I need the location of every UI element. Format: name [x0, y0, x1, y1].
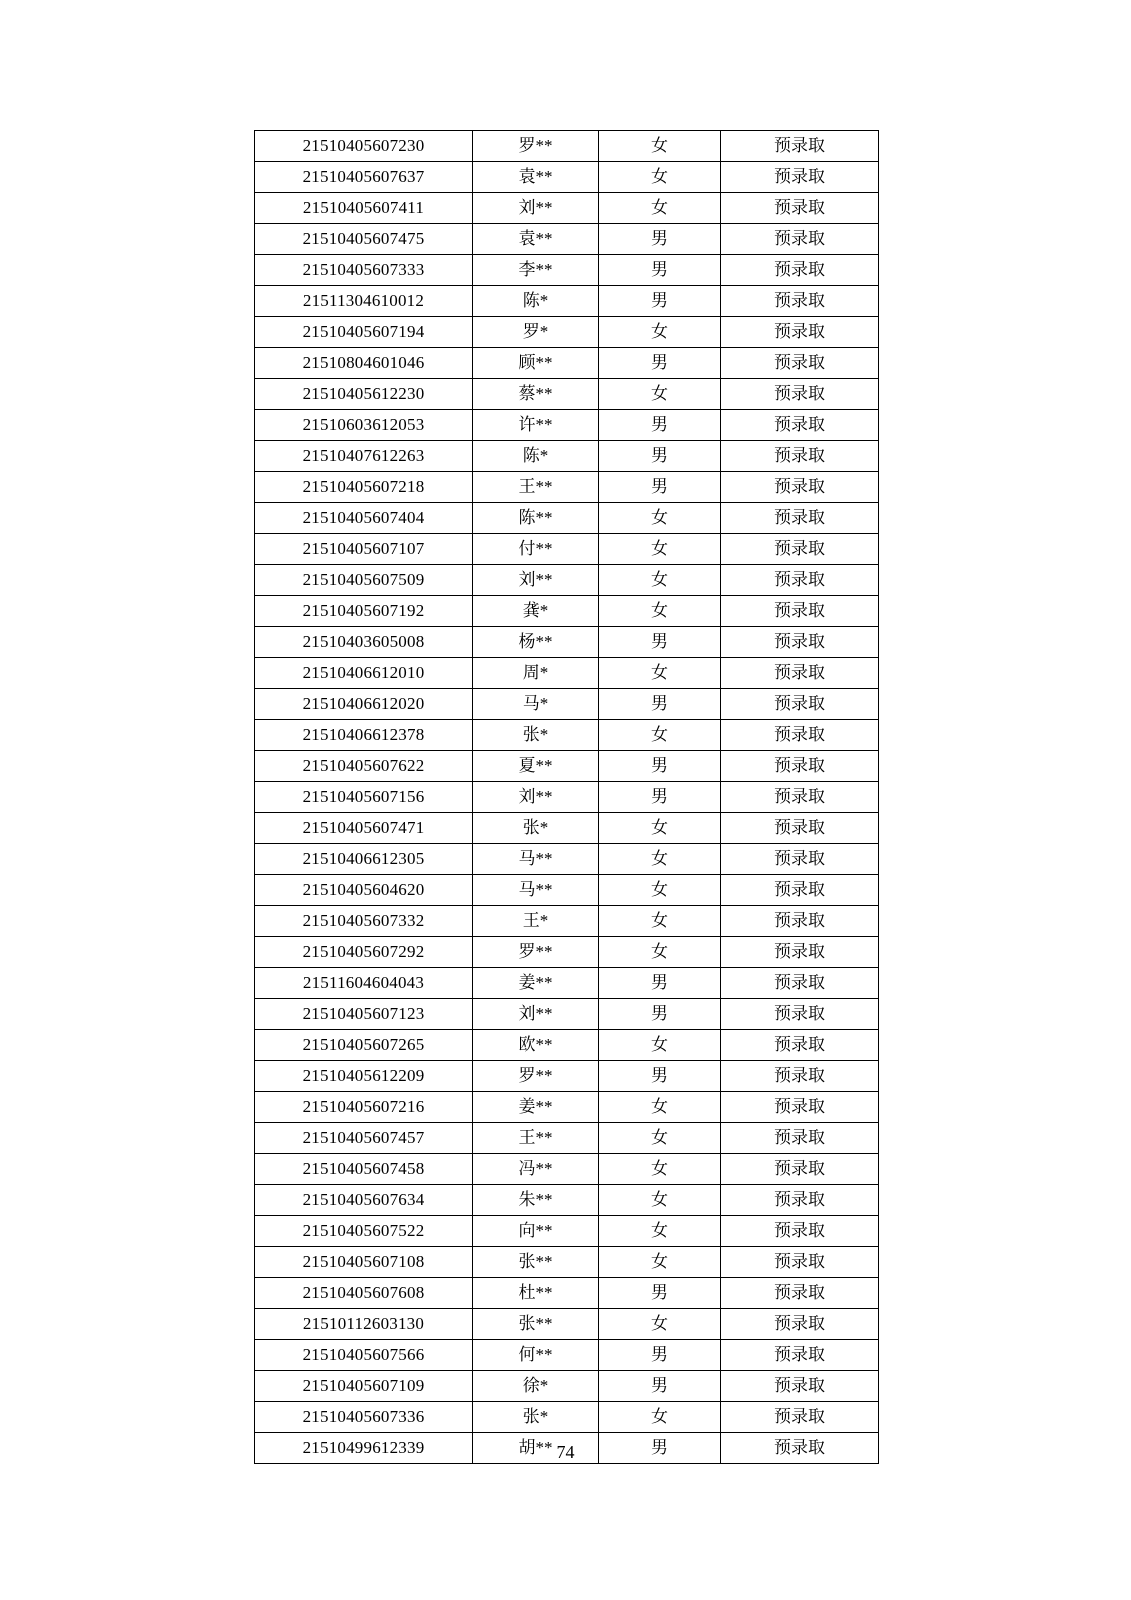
table-cell-status: 预录取	[721, 1278, 879, 1309]
table-cell-sex: 男	[599, 255, 721, 286]
table-cell-status: 预录取	[721, 1402, 879, 1433]
table-row	[255, 1061, 879, 1092]
table-row	[255, 131, 879, 162]
table-cell-id: 21510405607218	[255, 472, 473, 503]
table-row	[255, 1123, 879, 1154]
table-cell-status: 预录取	[721, 286, 879, 317]
table-row	[255, 255, 879, 286]
table-cell-name: 向**	[473, 1216, 599, 1247]
table-row	[255, 1278, 879, 1309]
table-cell-sex: 女	[599, 1216, 721, 1247]
table-row	[255, 348, 879, 379]
table-cell-id: 21510405607292	[255, 937, 473, 968]
table-row	[255, 162, 879, 193]
table-cell-sex: 女	[599, 937, 721, 968]
table-row	[255, 1092, 879, 1123]
table-cell-id: 21510405607332	[255, 906, 473, 937]
table-cell-id: 21510405607475	[255, 224, 473, 255]
table-cell-status: 预录取	[721, 410, 879, 441]
table-cell-name: 付**	[473, 534, 599, 565]
table-cell-sex: 男	[599, 627, 721, 658]
table-cell-name: 欧**	[473, 1030, 599, 1061]
table-cell-name: 张**	[473, 1309, 599, 1340]
table-row	[255, 503, 879, 534]
table-cell-id: 21511604604043	[255, 968, 473, 999]
table-cell-status: 预录取	[721, 379, 879, 410]
table-cell-name: 袁**	[473, 224, 599, 255]
table-cell-name: 胡**	[473, 1433, 599, 1464]
table-cell-name: 王*	[473, 906, 599, 937]
table-cell-status: 预录取	[721, 906, 879, 937]
table-cell-name: 罗**	[473, 131, 599, 162]
table-cell-status: 预录取	[721, 224, 879, 255]
table-cell-sex: 女	[599, 875, 721, 906]
table-cell-sex: 男	[599, 689, 721, 720]
table-row	[255, 286, 879, 317]
table-cell-status: 预录取	[721, 1061, 879, 1092]
table-row	[255, 317, 879, 348]
table-cell-name: 罗*	[473, 317, 599, 348]
table-cell-id: 21510403605008	[255, 627, 473, 658]
table-row	[255, 968, 879, 999]
table-cell-name: 马**	[473, 875, 599, 906]
table-cell-id: 21510405607194	[255, 317, 473, 348]
table-cell-sex: 女	[599, 1309, 721, 1340]
table-cell-status: 预录取	[721, 503, 879, 534]
table-row	[255, 999, 879, 1030]
table-cell-status: 预录取	[721, 627, 879, 658]
table-cell-id: 21510406612020	[255, 689, 473, 720]
table-cell-sex: 女	[599, 1030, 721, 1061]
table-cell-name: 姜**	[473, 968, 599, 999]
table-cell-sex: 女	[599, 379, 721, 410]
table-cell-sex: 男	[599, 224, 721, 255]
table-cell-id: 21510405607404	[255, 503, 473, 534]
table-cell-status: 预录取	[721, 751, 879, 782]
table-cell-status: 预录取	[721, 317, 879, 348]
table-cell-id: 21510603612053	[255, 410, 473, 441]
table-cell-name: 张*	[473, 1402, 599, 1433]
table-row	[255, 1185, 879, 1216]
table-cell-id: 21510405607509	[255, 565, 473, 596]
table-cell-sex: 女	[599, 534, 721, 565]
table-cell-id: 21510406612378	[255, 720, 473, 751]
table-cell-id: 21510804601046	[255, 348, 473, 379]
table-cell-name: 杜**	[473, 1278, 599, 1309]
table-cell-sex: 男	[599, 1061, 721, 1092]
table-cell-name: 刘**	[473, 565, 599, 596]
table-cell-name: 罗**	[473, 937, 599, 968]
table-cell-sex: 女	[599, 1092, 721, 1123]
table-cell-sex: 男	[599, 968, 721, 999]
table-cell-sex: 男	[599, 410, 721, 441]
table-cell-id: 21510405607458	[255, 1154, 473, 1185]
table-cell-name: 陈*	[473, 286, 599, 317]
table-cell-sex: 女	[599, 503, 721, 534]
table-cell-sex: 女	[599, 813, 721, 844]
table-cell-name: 刘**	[473, 193, 599, 224]
table-cell-status: 预录取	[721, 720, 879, 751]
table-cell-id: 21510405607265	[255, 1030, 473, 1061]
table-cell-name: 马**	[473, 844, 599, 875]
table-cell-sex: 男	[599, 751, 721, 782]
table-cell-name: 徐*	[473, 1371, 599, 1402]
table-row	[255, 1154, 879, 1185]
table-cell-name: 张*	[473, 813, 599, 844]
table-cell-id: 21510405607108	[255, 1247, 473, 1278]
table-row	[255, 875, 879, 906]
table-cell-name: 顾**	[473, 348, 599, 379]
table-row	[255, 844, 879, 875]
table-row	[255, 565, 879, 596]
table-cell-id: 21510405607192	[255, 596, 473, 627]
table-cell-sex: 男	[599, 999, 721, 1030]
table-cell-id: 21510406612305	[255, 844, 473, 875]
table-row	[255, 782, 879, 813]
table-cell-name: 陈**	[473, 503, 599, 534]
page-number: 74	[556, 1442, 575, 1462]
table-cell-status: 预录取	[721, 255, 879, 286]
table-cell-id: 21510405607471	[255, 813, 473, 844]
table-cell-sex: 男	[599, 1340, 721, 1371]
table-row	[255, 1340, 879, 1371]
table-row	[255, 689, 879, 720]
table-cell-sex: 男	[599, 286, 721, 317]
table-cell-status: 预录取	[721, 1309, 879, 1340]
table-row	[255, 906, 879, 937]
table-row	[255, 1247, 879, 1278]
table-row	[255, 224, 879, 255]
table-cell-name: 刘**	[473, 782, 599, 813]
table-cell-status: 预录取	[721, 782, 879, 813]
table-cell-status: 预录取	[721, 1154, 879, 1185]
table-cell-id: 21510405612209	[255, 1061, 473, 1092]
table-cell-id: 21510405607156	[255, 782, 473, 813]
table-cell-sex: 女	[599, 1247, 721, 1278]
table-cell-status: 预录取	[721, 937, 879, 968]
table-cell-name: 许**	[473, 410, 599, 441]
table-cell-name: 周*	[473, 658, 599, 689]
table-cell-id: 21510405607107	[255, 534, 473, 565]
table-cell-status: 预录取	[721, 1433, 879, 1464]
table-cell-id: 21510405607608	[255, 1278, 473, 1309]
table-cell-sex: 女	[599, 162, 721, 193]
table-cell-name: 姜**	[473, 1092, 599, 1123]
table-cell-name: 张*	[473, 720, 599, 751]
table-cell-id: 21510499612339	[255, 1433, 473, 1464]
table-cell-id: 21510405607566	[255, 1340, 473, 1371]
table-row	[255, 379, 879, 410]
table-cell-status: 预录取	[721, 162, 879, 193]
table-cell-sex: 女	[599, 193, 721, 224]
table-cell-status: 预录取	[721, 1030, 879, 1061]
table-row	[255, 751, 879, 782]
table-cell-name: 陈*	[473, 441, 599, 472]
table-row	[255, 1216, 879, 1247]
table-cell-status: 预录取	[721, 565, 879, 596]
table-cell-id: 21510406612010	[255, 658, 473, 689]
table-cell-name: 龚*	[473, 596, 599, 627]
table-cell-id: 21510405607522	[255, 1216, 473, 1247]
table-cell-status: 预录取	[721, 1247, 879, 1278]
table-cell-id: 21510405607637	[255, 162, 473, 193]
table-cell-id: 21510405607123	[255, 999, 473, 1030]
table-cell-id: 21511304610012	[255, 286, 473, 317]
table-row	[255, 193, 879, 224]
admission-roster-table-wrapper	[254, 130, 878, 1464]
table-cell-id: 21510405607622	[255, 751, 473, 782]
table-cell-sex: 女	[599, 844, 721, 875]
table-cell-sex: 男	[599, 1278, 721, 1309]
table-cell-name: 罗**	[473, 1061, 599, 1092]
table-cell-sex: 女	[599, 596, 721, 627]
table-row	[255, 1309, 879, 1340]
table-cell-status: 预录取	[721, 596, 879, 627]
table-cell-status: 预录取	[721, 441, 879, 472]
table-cell-status: 预录取	[721, 348, 879, 379]
table-cell-id: 21510405607333	[255, 255, 473, 286]
table-cell-id: 21510405607109	[255, 1371, 473, 1402]
table-cell-status: 预录取	[721, 1216, 879, 1247]
table-row	[255, 441, 879, 472]
table-cell-sex: 男	[599, 441, 721, 472]
table-cell-sex: 女	[599, 658, 721, 689]
table-cell-id: 21510405607634	[255, 1185, 473, 1216]
table-cell-status: 预录取	[721, 472, 879, 503]
table-cell-name: 杨**	[473, 627, 599, 658]
table-cell-name: 李**	[473, 255, 599, 286]
table-cell-status: 预录取	[721, 1185, 879, 1216]
table-row	[255, 627, 879, 658]
table-cell-name: 马*	[473, 689, 599, 720]
admission-roster-table	[254, 130, 879, 1464]
table-row	[255, 534, 879, 565]
table-cell-id: 21510405612230	[255, 379, 473, 410]
table-cell-status: 预录取	[721, 968, 879, 999]
table-cell-status: 预录取	[721, 844, 879, 875]
table-cell-id: 21510407612263	[255, 441, 473, 472]
table-cell-sex: 女	[599, 720, 721, 751]
table-cell-sex: 男	[599, 348, 721, 379]
table-cell-id: 21510405607336	[255, 1402, 473, 1433]
table-cell-id: 21510405607216	[255, 1092, 473, 1123]
table-cell-name: 夏**	[473, 751, 599, 782]
table-cell-name: 蔡**	[473, 379, 599, 410]
table-cell-status: 预录取	[721, 534, 879, 565]
table-row	[255, 410, 879, 441]
table-cell-status: 预录取	[721, 1092, 879, 1123]
table-body	[255, 131, 879, 1464]
table-row	[255, 720, 879, 751]
table-cell-id: 21510405604620	[255, 875, 473, 906]
table-cell-name: 张**	[473, 1247, 599, 1278]
table-cell-status: 预录取	[721, 131, 879, 162]
table-row	[255, 1030, 879, 1061]
table-cell-id: 21510405607457	[255, 1123, 473, 1154]
table-cell-status: 预录取	[721, 193, 879, 224]
table-cell-status: 预录取	[721, 689, 879, 720]
table-cell-sex: 女	[599, 565, 721, 596]
table-cell-status: 预录取	[721, 1123, 879, 1154]
table-cell-name: 何**	[473, 1340, 599, 1371]
table-cell-name: 袁**	[473, 162, 599, 193]
table-cell-name: 冯**	[473, 1154, 599, 1185]
table-cell-status: 预录取	[721, 875, 879, 906]
table-cell-sex: 女	[599, 906, 721, 937]
table-cell-sex: 男	[599, 782, 721, 813]
table-cell-status: 预录取	[721, 999, 879, 1030]
table-cell-sex: 男	[599, 1433, 721, 1464]
table-cell-id: 21510405607230	[255, 131, 473, 162]
table-cell-status: 预录取	[721, 1340, 879, 1371]
table-row	[255, 937, 879, 968]
table-row	[255, 1402, 879, 1433]
table-row	[255, 472, 879, 503]
table-cell-name: 朱**	[473, 1185, 599, 1216]
table-cell-status: 预录取	[721, 813, 879, 844]
table-cell-status: 预录取	[721, 658, 879, 689]
table-cell-sex: 女	[599, 1185, 721, 1216]
table-cell-sex: 男	[599, 1371, 721, 1402]
table-cell-sex: 女	[599, 1154, 721, 1185]
table-cell-name: 王**	[473, 472, 599, 503]
table-cell-sex: 女	[599, 1123, 721, 1154]
table-row	[255, 596, 879, 627]
table-cell-name: 刘**	[473, 999, 599, 1030]
table-cell-id: 21510112603130	[255, 1309, 473, 1340]
table-row	[255, 658, 879, 689]
table-cell-sex: 女	[599, 131, 721, 162]
table-cell-status: 预录取	[721, 1371, 879, 1402]
table-cell-name: 王**	[473, 1123, 599, 1154]
table-cell-id: 21510405607411	[255, 193, 473, 224]
table-cell-sex: 女	[599, 317, 721, 348]
table-row	[255, 813, 879, 844]
table-row	[255, 1371, 879, 1402]
table-cell-sex: 男	[599, 472, 721, 503]
table-cell-sex: 女	[599, 1402, 721, 1433]
